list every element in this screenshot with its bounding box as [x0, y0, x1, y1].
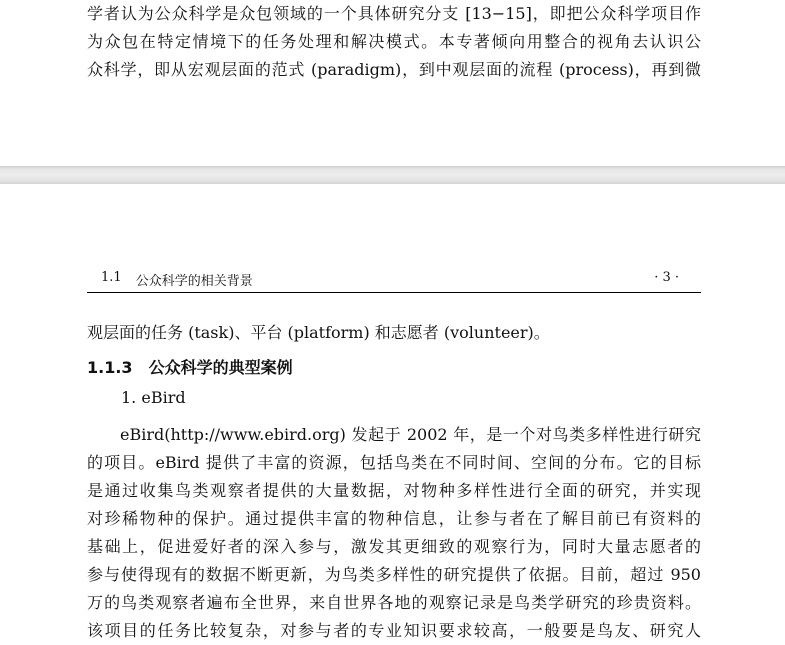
text-line: 的项目。eBird 提供了丰富的资源，包括鸟类在不同时间、空间的分布。它的目标: [87, 453, 701, 472]
continuation-text: [87, 319, 701, 347]
page-number: · 3 ·: [654, 270, 679, 285]
text-line: 众科学，即从宏观层面的范式 (paradigm)，到中观层面的流程 (process)，再到微: [87, 60, 701, 79]
previous-page: [0, 0, 785, 166]
text-line: 参与使得现有的数据不断更新，为鸟类多样性的研究提供了依据。目前，超过 950: [87, 565, 701, 584]
current-page: [0, 184, 785, 641]
page-separator: [0, 166, 785, 184]
text-line: 万的鸟类观察者遍布全世界，来自世界各地的观察记录是鸟类学研究的珍贵资料。: [87, 593, 701, 612]
list-item-heading: 1. eBird: [121, 388, 186, 407]
subsection-number: 1.1.3: [87, 358, 133, 377]
text-line: 该项目的任务比较复杂，对参与者的专业知识要求较高，一般要是鸟友、研究人: [87, 621, 701, 640]
text-line: 基础上，促进爱好者的深入参与，激发其更细致的观察行为，同时大量志愿者的: [87, 537, 701, 556]
text-line: 观层面的任务 (task)、平台 (platform) 和志愿者 (volunteer)。: [87, 323, 550, 342]
previous-page-text: [87, 0, 701, 84]
running-header: [101, 270, 701, 289]
subsection-heading: [87, 355, 293, 378]
header-rule: [87, 292, 701, 293]
header-section-number: 1.1: [101, 270, 122, 285]
text-line: eBird(http://www.ebird.org) 发起于 2002 年，是一个对鸟类多样性进行研究: [120, 425, 701, 444]
paragraph: [87, 421, 701, 645]
text-line: 是通过收集鸟类观察者提供的大量数据，对物种多样性进行全面的研究，并实现: [87, 481, 701, 500]
text-line: 为众包在特定情境下的任务处理和解决模式。本专著倾向用整合的视角去认识公: [87, 32, 701, 51]
text-line: 对珍稀物种的保护。通过提供丰富的物种信息，让参与者在了解目前已有资料的: [87, 509, 701, 528]
subsection-title: 公众科学的典型案例: [148, 358, 293, 377]
text-line: 学者认为公众科学是众包领域的一个具体研究分支 [13−15]，即把公众科学项目作: [87, 4, 701, 23]
header-section-title: 公众科学的相关背景: [135, 274, 253, 289]
